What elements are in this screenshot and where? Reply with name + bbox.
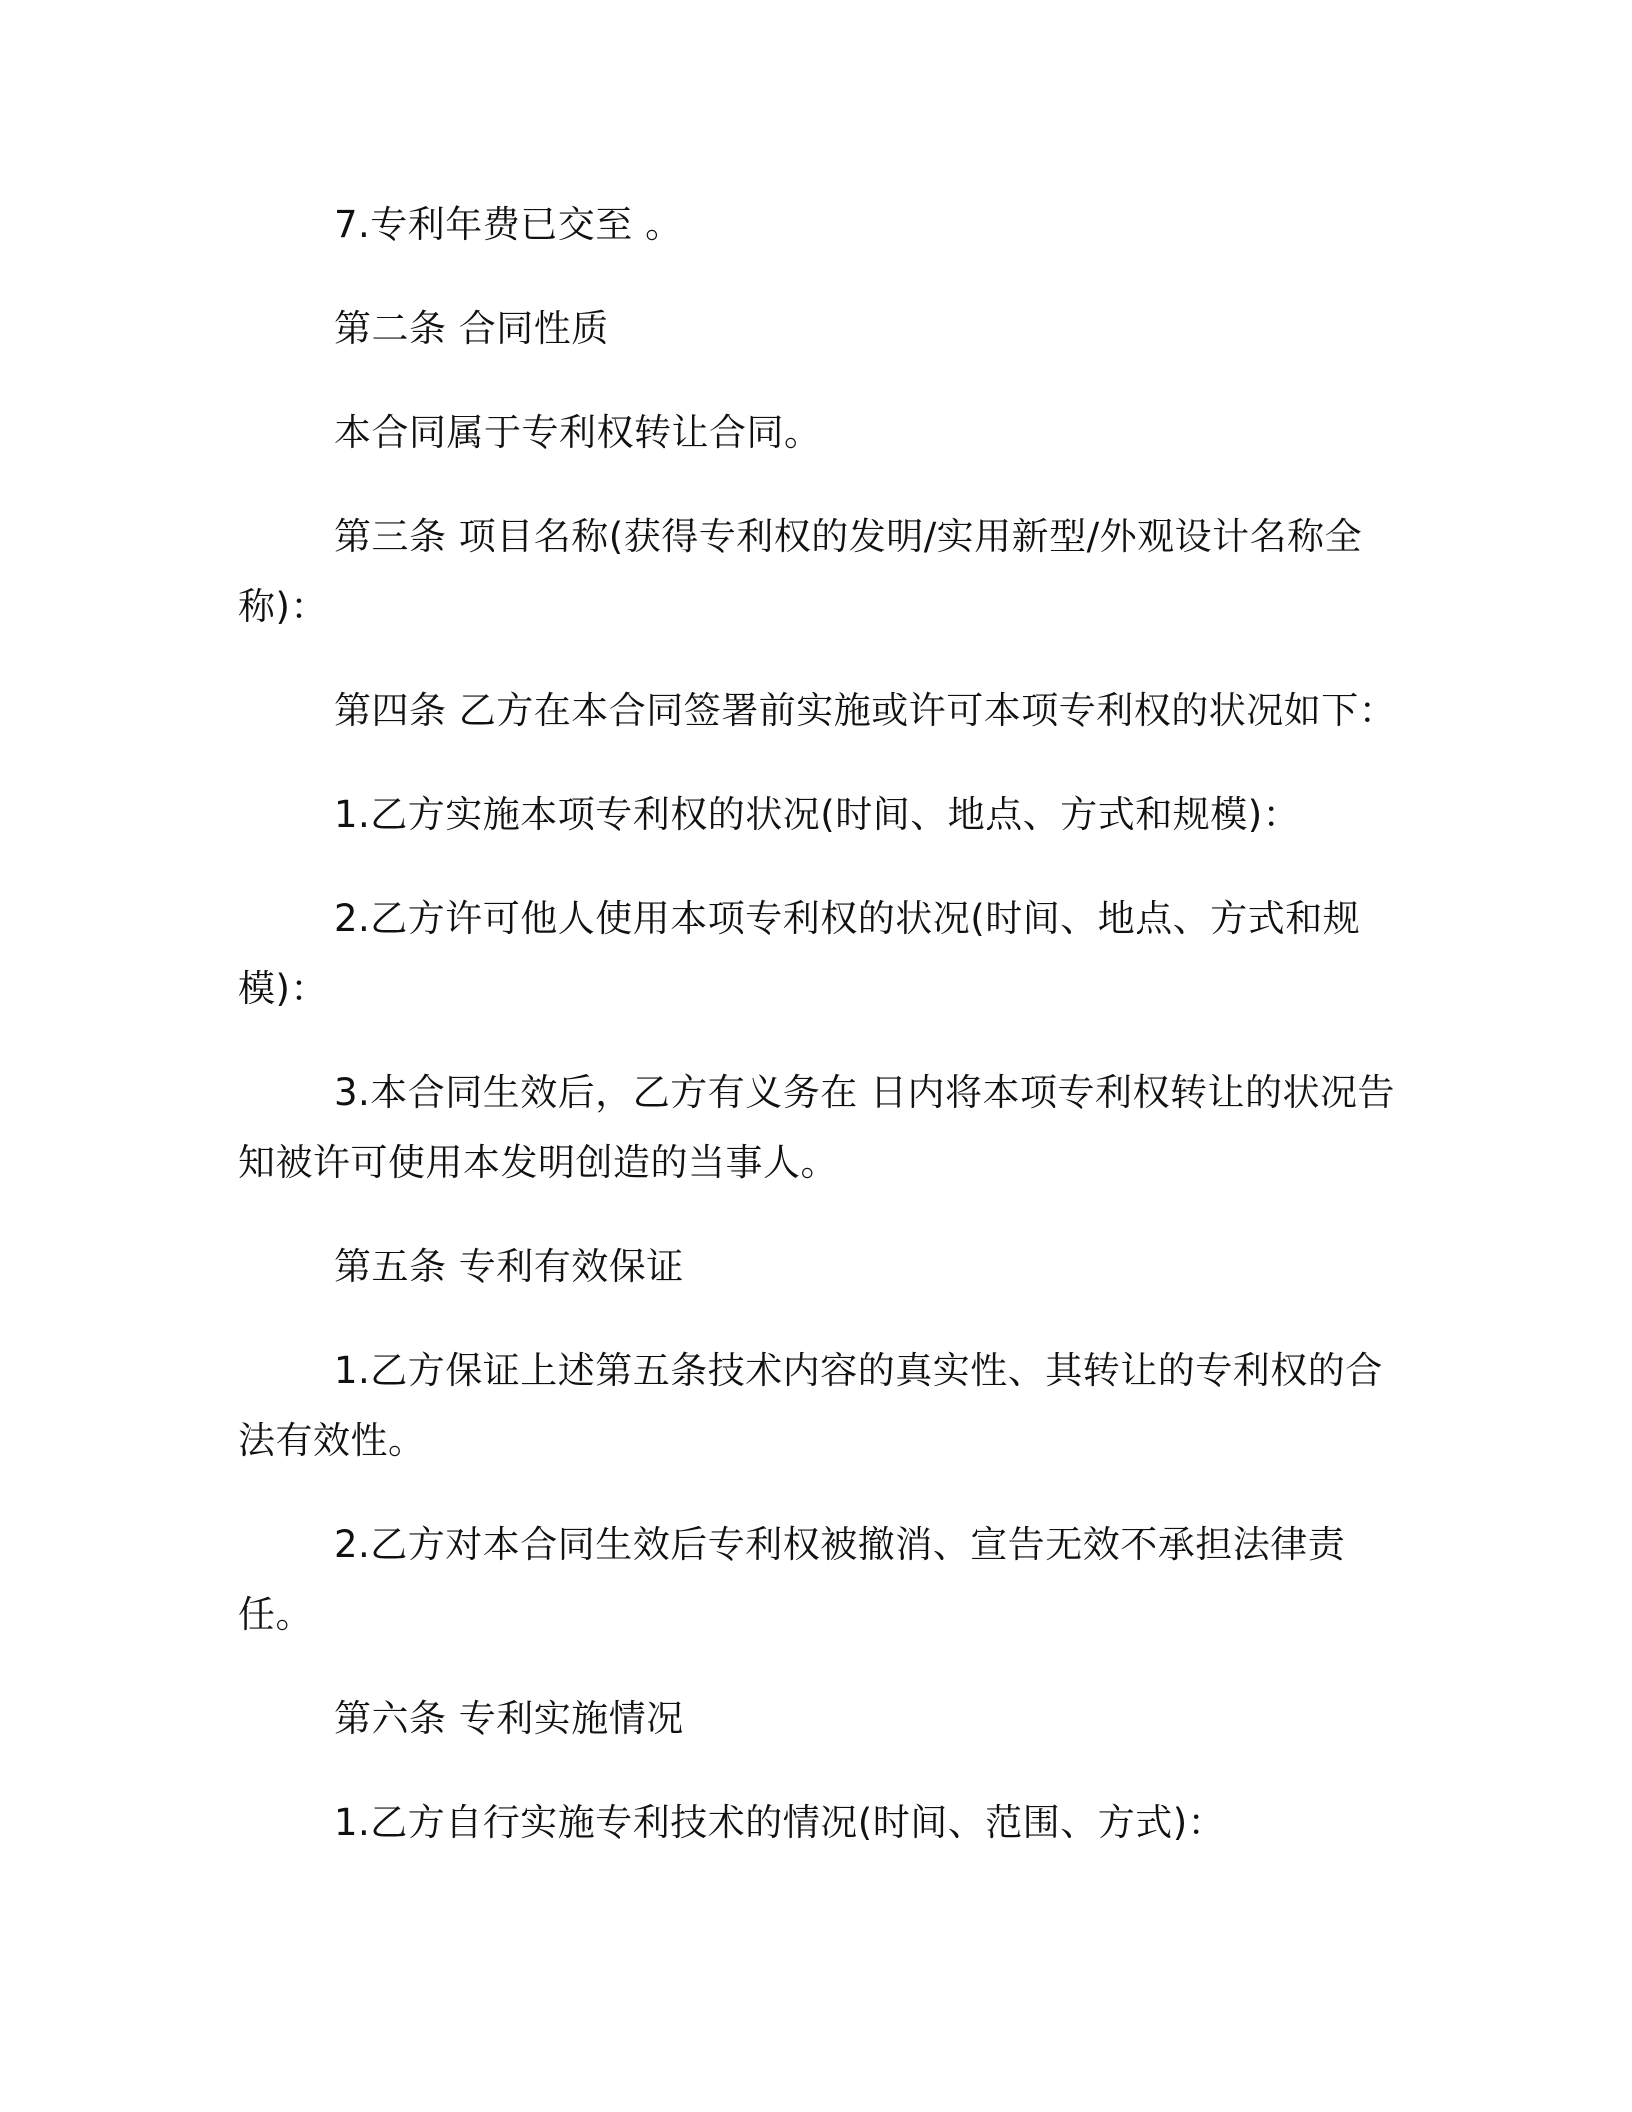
paragraph-gap [238,1302,1398,1336]
paragraph-implementation-1: 1.乙方自行实施专利技术的情况(时间、范围、方式)： [334,1801,1226,1844]
heading-article-4: 第四条 乙方在本合同签署前实施或许可本项专利权的状况如下： [334,689,1397,732]
paragraph-item-3: 3.本合同生效后，乙方有义务在 日内将本项专利权转让的状况告知被许可使用本发明创造的当事人。 [238,1071,1396,1184]
paragraph-annual-fee: 7.专利年费已交至 。 [334,203,683,246]
paragraph-gap [238,468,1398,502]
paragraph-contract-nature: 本合同属于专利权转让合同。 [334,411,822,454]
paragraph-gap [238,1476,1398,1510]
paragraph-gap [238,260,1398,294]
paragraph-gap [238,1024,1398,1058]
paragraph-gap [238,850,1398,884]
paragraph-gap [238,642,1398,676]
paragraph-item-2: 2.乙方许可他人使用本项专利权的状况(时间、地点、方式和规模)： [238,897,1361,1010]
paragraph-gap [238,1754,1398,1788]
heading-article-2: 第二条 合同性质 [334,307,609,350]
document-body [238,190,1398,1858]
paragraph-guarantee-1: 1.乙方保证上述第五条技术内容的真实性、其转让的专利权的合法有效性。 [238,1349,1383,1462]
heading-article-6: 第六条 专利实施情况 [334,1697,684,1740]
paragraph-guarantee-2: 2.乙方对本合同生效后专利权被撤消、宣告无效不承担法律责任。 [238,1523,1346,1636]
paragraph-gap [238,1650,1398,1684]
heading-article-3: 第三条 项目名称(获得专利权的发明/实用新型/外观设计名称全称)： [238,515,1363,628]
paragraph-item-1: 1.乙方实施本项专利权的状况(时间、地点、方式和规模)： [334,793,1301,836]
paragraph-gap [238,364,1398,398]
paragraph-gap [238,1198,1398,1232]
heading-article-5: 第五条 专利有效保证 [334,1245,684,1288]
paragraph-gap [238,746,1398,780]
